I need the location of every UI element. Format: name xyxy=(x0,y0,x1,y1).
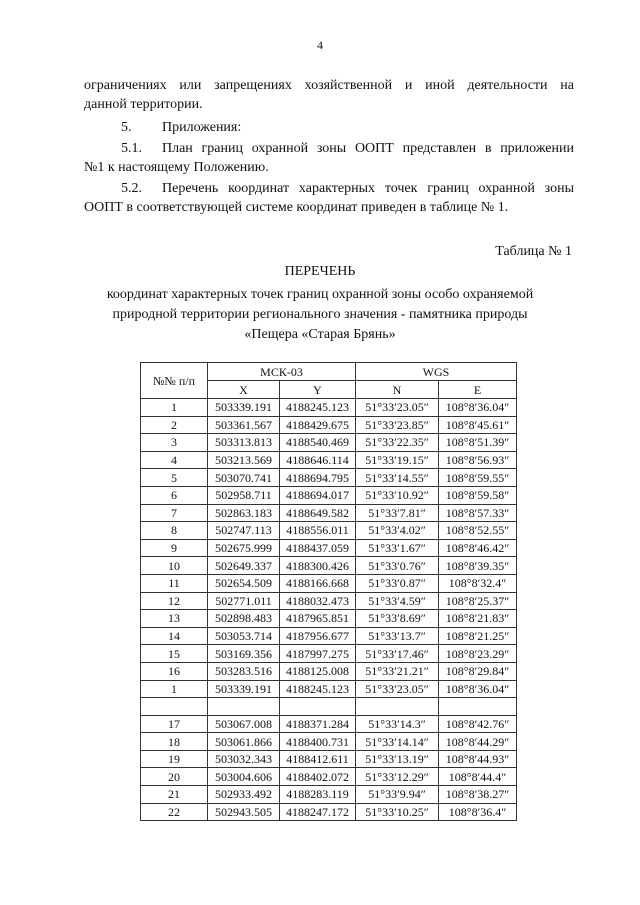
cell-x: 503339.191 xyxy=(208,399,280,417)
empty-cell xyxy=(141,698,208,716)
table-row xyxy=(141,733,517,751)
cell-e: 108°8′29.84″ xyxy=(439,662,517,680)
list-title: ПЕРЕЧЕНЬ xyxy=(284,264,356,279)
table-row xyxy=(141,522,517,540)
cell-num: 19 xyxy=(141,750,208,768)
intro-line-1: ограничениях или запрещениях хозяйственной и иной деятельности на xyxy=(84,78,574,93)
table-row xyxy=(141,451,517,469)
cell-y: 4188540.469 xyxy=(280,434,356,452)
cell-y: 4188125.008 xyxy=(280,662,356,680)
cell-e: 108°8′36.4″ xyxy=(439,803,517,821)
cell-num: 20 xyxy=(141,768,208,786)
section-5-1-line-1: План границ охранной зоны ООПТ представлен в приложении xyxy=(162,141,574,156)
n-column-header: N xyxy=(356,381,439,399)
cell-n: 51°33′17.46″ xyxy=(356,645,439,663)
cell-x: 503169.356 xyxy=(208,645,280,663)
cell-x: 503067.008 xyxy=(208,715,280,733)
cell-num: 7 xyxy=(141,504,208,522)
cell-e: 108°8′25.37″ xyxy=(439,592,517,610)
cell-y: 4188694.795 xyxy=(280,469,356,487)
cell-y: 4188649.582 xyxy=(280,504,356,522)
cell-y: 4188032.473 xyxy=(280,592,356,610)
cell-e: 108°8′39.35″ xyxy=(439,557,517,575)
cell-x: 503061.866 xyxy=(208,733,280,751)
table-label: Таблица № 1 xyxy=(495,244,572,259)
cell-e: 108°8′56.93″ xyxy=(439,451,517,469)
table-row xyxy=(141,592,517,610)
cell-x: 503070.741 xyxy=(208,469,280,487)
cell-n: 51°33′10.25″ xyxy=(356,803,439,821)
cell-num: 4 xyxy=(141,451,208,469)
empty-separator-row xyxy=(141,698,517,716)
cell-n: 51°33′23.85″ xyxy=(356,416,439,434)
section-5-number: 5. xyxy=(121,120,132,135)
section-5-2-line-2: ООПТ в соответствующей системе координат приведен в таблице № 1. xyxy=(84,200,509,215)
cell-y: 4187997.275 xyxy=(280,645,356,663)
cell-y: 4188300.426 xyxy=(280,557,356,575)
list-subtitle-line-2: природной территории регионального значения - памятника природы xyxy=(112,307,528,322)
table-row xyxy=(141,539,517,557)
table-header-row-1 xyxy=(141,363,517,381)
cell-num: 1 xyxy=(141,680,208,698)
cell-y: 4187956.677 xyxy=(280,627,356,645)
cell-x: 503053.714 xyxy=(208,627,280,645)
table-row xyxy=(141,434,517,452)
x-column-header: X xyxy=(208,381,280,399)
cell-e: 108°8′44.93″ xyxy=(439,750,517,768)
cell-y: 4188371.284 xyxy=(280,715,356,733)
cell-x: 502933.492 xyxy=(208,786,280,804)
cell-n: 51°33′14.55″ xyxy=(356,469,439,487)
intro-line-2: данной территории. xyxy=(84,97,203,112)
cell-x: 502943.505 xyxy=(208,803,280,821)
table-row xyxy=(141,416,517,434)
table-row xyxy=(141,399,517,417)
cell-n: 51°33′1.67″ xyxy=(356,539,439,557)
y-column-header: Y xyxy=(280,381,356,399)
cell-e: 108°8′21.25″ xyxy=(439,627,517,645)
empty-cell xyxy=(356,698,439,716)
table-row xyxy=(141,803,517,821)
table-row xyxy=(141,627,517,645)
cell-e: 108°8′36.04″ xyxy=(439,399,517,417)
cell-x: 502649.337 xyxy=(208,557,280,575)
cell-n: 51°33′0.76″ xyxy=(356,557,439,575)
section-5-2-line-1: Перечень координат характерных точек границ охранной зоны xyxy=(162,181,574,196)
cell-num: 11 xyxy=(141,574,208,592)
msk-group-header: МСК-03 xyxy=(208,363,356,381)
cell-num: 12 xyxy=(141,592,208,610)
cell-e: 108°8′23.29″ xyxy=(439,645,517,663)
cell-x: 503361.567 xyxy=(208,416,280,434)
cell-num: 1 xyxy=(141,399,208,417)
cell-y: 4188646.114 xyxy=(280,451,356,469)
cell-y: 4188400.731 xyxy=(280,733,356,751)
table-row xyxy=(141,786,517,804)
cell-x: 503313.813 xyxy=(208,434,280,452)
cell-y: 4188429.675 xyxy=(280,416,356,434)
list-subtitle-line-1: координат характерных точек границ охранной зоны особо охраняемой xyxy=(106,287,534,302)
cell-n: 51°33′0.87″ xyxy=(356,574,439,592)
cell-num: 8 xyxy=(141,522,208,540)
cell-n: 51°33′4.02″ xyxy=(356,522,439,540)
cell-num: 2 xyxy=(141,416,208,434)
cell-num: 15 xyxy=(141,645,208,663)
coordinates-table xyxy=(140,362,517,821)
cell-num: 6 xyxy=(141,486,208,504)
cell-y: 4188412.611 xyxy=(280,750,356,768)
e-column-header: E xyxy=(439,381,517,399)
cell-x: 503213.569 xyxy=(208,451,280,469)
cell-y: 4188437.059 xyxy=(280,539,356,557)
cell-x: 502898.483 xyxy=(208,610,280,628)
cell-y: 4188245.123 xyxy=(280,399,356,417)
cell-num: 17 xyxy=(141,715,208,733)
table-row xyxy=(141,557,517,575)
cell-n: 51°33′10.92″ xyxy=(356,486,439,504)
empty-cell xyxy=(208,698,280,716)
section-5-title: Приложения: xyxy=(162,120,242,135)
cell-n: 51°33′14.14″ xyxy=(356,733,439,751)
num-column-header: №№ п/п xyxy=(141,363,208,399)
table-row xyxy=(141,750,517,768)
table-body xyxy=(141,399,517,821)
cell-e: 108°8′45.61″ xyxy=(439,416,517,434)
cell-num: 14 xyxy=(141,627,208,645)
cell-x: 502675.999 xyxy=(208,539,280,557)
cell-x: 502958.711 xyxy=(208,486,280,504)
cell-n: 51°33′9.94″ xyxy=(356,786,439,804)
cell-e: 108°8′52.55″ xyxy=(439,522,517,540)
cell-n: 51°33′21.21″ xyxy=(356,662,439,680)
cell-num: 5 xyxy=(141,469,208,487)
table-row xyxy=(141,680,517,698)
cell-x: 502863.183 xyxy=(208,504,280,522)
cell-y: 4188247.172 xyxy=(280,803,356,821)
cell-e: 108°8′42.76″ xyxy=(439,715,517,733)
cell-y: 4188402.072 xyxy=(280,768,356,786)
cell-y: 4188556.011 xyxy=(280,522,356,540)
cell-e: 108°8′51.39″ xyxy=(439,434,517,452)
table-row xyxy=(141,469,517,487)
table-row xyxy=(141,504,517,522)
cell-n: 51°33′19.15″ xyxy=(356,451,439,469)
table-row xyxy=(141,662,517,680)
cell-y: 4188283.119 xyxy=(280,786,356,804)
cell-n: 51°33′7.81″ xyxy=(356,504,439,522)
cell-num: 13 xyxy=(141,610,208,628)
cell-n: 51°33′13.19″ xyxy=(356,750,439,768)
list-subtitle-line-3: «Пещера «Старая Брянь» xyxy=(244,327,396,342)
cell-x: 503339.191 xyxy=(208,680,280,698)
empty-cell xyxy=(280,698,356,716)
cell-n: 51°33′23.05″ xyxy=(356,399,439,417)
cell-num: 22 xyxy=(141,803,208,821)
cell-n: 51°33′8.69″ xyxy=(356,610,439,628)
cell-e: 108°8′59.58″ xyxy=(439,486,517,504)
section-5-1-number: 5.1. xyxy=(121,141,142,156)
cell-x: 503032.343 xyxy=(208,750,280,768)
cell-x: 503004.606 xyxy=(208,768,280,786)
wgs-group-header: WGS xyxy=(356,363,517,381)
cell-num: 9 xyxy=(141,539,208,557)
cell-n: 51°33′23.05″ xyxy=(356,680,439,698)
cell-e: 108°8′57.33″ xyxy=(439,504,517,522)
cell-e: 108°8′44.29″ xyxy=(439,733,517,751)
table-row xyxy=(141,715,517,733)
cell-e: 108°8′59.55″ xyxy=(439,469,517,487)
empty-cell xyxy=(439,698,517,716)
cell-e: 108°8′21.83″ xyxy=(439,610,517,628)
cell-n: 51°33′22.35″ xyxy=(356,434,439,452)
cell-num: 10 xyxy=(141,557,208,575)
cell-num: 21 xyxy=(141,786,208,804)
cell-num: 3 xyxy=(141,434,208,452)
table-row xyxy=(141,768,517,786)
cell-y: 4187965.851 xyxy=(280,610,356,628)
cell-y: 4188166.668 xyxy=(280,574,356,592)
cell-num: 16 xyxy=(141,662,208,680)
cell-e: 108°8′44.4″ xyxy=(439,768,517,786)
cell-x: 502747.113 xyxy=(208,522,280,540)
cell-y: 4188694.017 xyxy=(280,486,356,504)
cell-e: 108°8′38.27″ xyxy=(439,786,517,804)
cell-x: 502771.011 xyxy=(208,592,280,610)
cell-num: 18 xyxy=(141,733,208,751)
section-5-2-number: 5.2. xyxy=(121,181,142,196)
cell-x: 503283.516 xyxy=(208,662,280,680)
cell-e: 108°8′36.04″ xyxy=(439,680,517,698)
cell-n: 51°33′4.59″ xyxy=(356,592,439,610)
page-number: 4 xyxy=(317,38,323,52)
section-5-1-line-2: №1 к настоящему Положению. xyxy=(84,160,269,175)
table-row xyxy=(141,486,517,504)
cell-x: 502654.509 xyxy=(208,574,280,592)
cell-e: 108°8′32.4″ xyxy=(439,574,517,592)
table-row xyxy=(141,574,517,592)
cell-n: 51°33′12.29″ xyxy=(356,768,439,786)
cell-n: 51°33′14.3″ xyxy=(356,715,439,733)
cell-n: 51°33′13.7″ xyxy=(356,627,439,645)
table-row xyxy=(141,645,517,663)
cell-e: 108°8′46.42″ xyxy=(439,539,517,557)
table-row xyxy=(141,610,517,628)
cell-y: 4188245.123 xyxy=(280,680,356,698)
